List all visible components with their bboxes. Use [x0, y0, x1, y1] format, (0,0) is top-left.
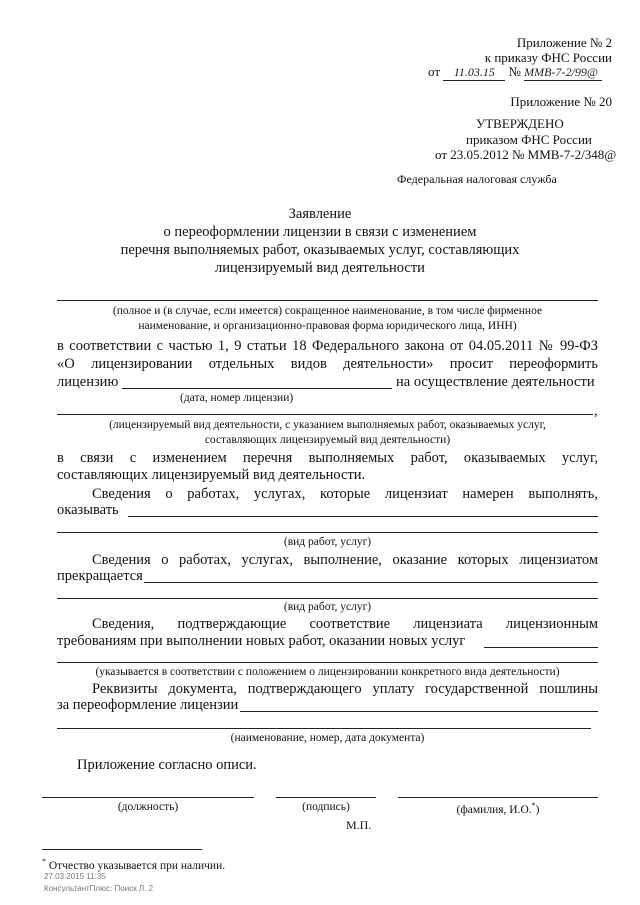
signature-field[interactable] [276, 797, 376, 798]
compliance-field-2[interactable] [57, 662, 598, 663]
date-prefix: от [428, 64, 441, 79]
position-hint: (должность) [117, 801, 179, 813]
fee-document-field-2[interactable] [57, 728, 591, 729]
number-prefix: № [508, 64, 521, 79]
hint-works-1: (вид работ, услуг) [283, 536, 372, 548]
reason-line-2: составляющих лицензируемый вид деятельности. [57, 467, 366, 483]
fee-line-1: Реквизиты документа, подтверждающего уплату государственной пошлины [92, 681, 598, 697]
footnote-separator [42, 849, 202, 850]
fee-label: за переоформление лицензии [57, 697, 239, 713]
appendix-2-label: Приложение № 2 [516, 35, 612, 50]
full-name-hint [398, 801, 598, 816]
title-line-4: лицензируемый вид деятельности [215, 260, 425, 276]
approved-by-order: приказом ФНС России [466, 132, 592, 147]
new-works-field-2[interactable] [57, 532, 598, 533]
hint-activity-2: составляющих лицензируемый вид деятельности) [204, 434, 451, 446]
compliance-line-1: Сведения, подтверждающие соответствие лицензиата лицензионным [92, 616, 598, 632]
new-works-label: оказывать [57, 502, 119, 518]
hint-name-2: наименование, и организационно-правовая форма юридического лица, ИНН) [138, 320, 517, 332]
document-title: Заявление [288, 206, 352, 222]
handwritten-number: ММВ-7-2/99@ [524, 65, 602, 81]
compliance-line-2: требованиям при выполнении новых работ, оказании новых услуг [57, 633, 466, 649]
law-reference-line: в соответствии с частью 1, 9 статьи 18 Федерального закона от 04.05.2011 № 99-ФЗ [57, 338, 598, 354]
footnote-text: Отчество указывается при наличии. [48, 859, 226, 872]
appendix-20-label: Приложение № 20 [510, 94, 612, 109]
new-works-field-1[interactable] [128, 516, 598, 517]
stopped-works-label: прекращается [57, 568, 143, 584]
stopped-works-field-1[interactable] [144, 582, 598, 583]
stopped-works-line-1: Сведения о работах, услугах, выполнение, оказание которых лицензиатом [92, 552, 598, 568]
approved-label: УТВЕРЖДЕНО [476, 116, 564, 131]
to-order-label: к приказу ФНС России [484, 50, 612, 65]
footnote-mark: * [42, 857, 46, 866]
title-line-3: перечня выполняемых работ, оказываемых услуг, составляющих [120, 242, 520, 258]
stopped-works-field-2[interactable] [57, 598, 598, 599]
licensed-activity-field[interactable] [57, 414, 593, 415]
hint-activity-1: (лицензируемый вид деятельности, с указанием выполняемых работ, оказываемых услуг, [109, 419, 546, 431]
compliance-field-1[interactable] [484, 647, 598, 648]
new-works-line-1: Сведения о работах, услугах, которые лицензиат намерен выполнять, [92, 486, 598, 502]
hint-name-1: (полное и (в случае, если имеется) сокращенное наименование, в том числе фирменное [112, 305, 543, 317]
faint-timestamp: 27.03.2015 11:35 [44, 872, 106, 881]
position-field[interactable] [42, 797, 254, 798]
handwritten-date: 11.03.15 [443, 65, 505, 81]
approved-order-ref: от 23.05.2012 № ММВ-7-2/348@ [435, 147, 617, 162]
license-label: лицензию [57, 374, 119, 390]
title-line-2: о переоформлении лицензии в связи с изменением [163, 224, 477, 240]
full-name-hint-close: ) [535, 803, 540, 816]
footnote [42, 857, 225, 872]
full-name-footnote-mark: * [531, 801, 536, 810]
recipient-authority: Федеральная налоговая служба [397, 172, 557, 186]
activity-comma: , [594, 403, 598, 419]
reason-line-1: в связи с изменением перечня выполняемых работ, оказываемых услуг, [57, 450, 598, 466]
license-date-number-field[interactable] [122, 388, 392, 389]
attachment-note: Приложение согласно описи. [77, 757, 257, 773]
hint-works-2: (вид работ, услуг) [283, 601, 372, 613]
full-name-field[interactable] [398, 797, 598, 798]
full-name-hint-text: (фамилия, И.О. [456, 803, 532, 816]
stamp-place: М.П. [346, 818, 372, 832]
hint-document: (наименование, номер, дата документа) [230, 732, 425, 744]
organization-name-field[interactable] [57, 300, 598, 301]
fee-document-field-1[interactable] [240, 711, 598, 712]
hint-regulation: (указывается в соответствии с положением о лицензировании конкретного вида деятельности) [95, 666, 560, 678]
signature-hint: (подпись) [302, 801, 350, 813]
law-title-line: «О лицензировании отдельных видов деятельности» просит переоформить [57, 356, 598, 372]
order-date-row [428, 64, 602, 81]
activity-label: на осуществление деятельности [396, 374, 595, 390]
faint-print-mark: КонсультантПлюс: Поиск Л. 2 [44, 884, 154, 893]
hint-license: (дата, номер лицензии) [180, 392, 294, 404]
